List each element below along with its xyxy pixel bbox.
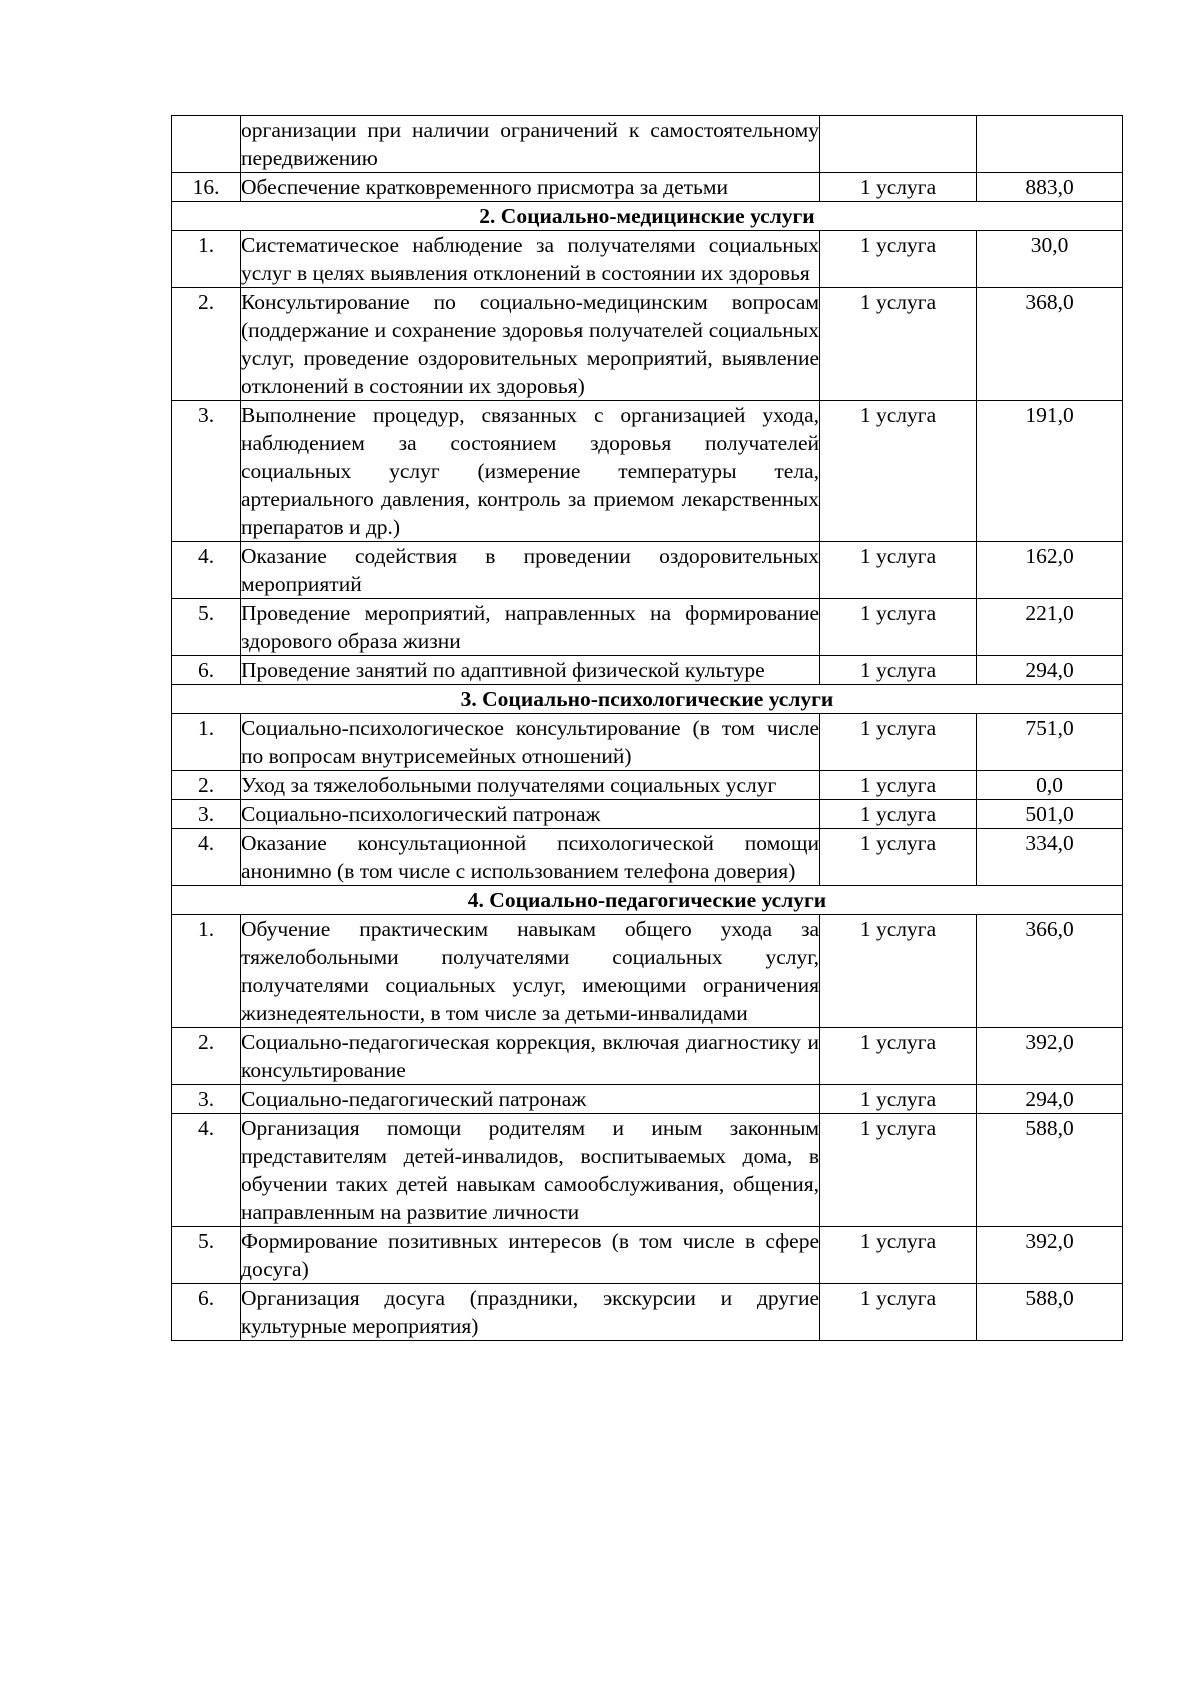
service-unit: 1 услуга <box>820 231 977 288</box>
service-price: 751,0 <box>977 714 1123 771</box>
service-description: Обеспечение кратковременного присмотра за детьми <box>241 173 820 202</box>
section-header-row <box>172 886 1123 915</box>
service-unit: 1 услуга <box>820 542 977 599</box>
table-row <box>172 173 1123 202</box>
row-number: 1. <box>172 231 241 288</box>
row-number: 4. <box>172 542 241 599</box>
service-unit: 1 услуга <box>820 714 977 771</box>
service-unit: 1 услуга <box>820 173 977 202</box>
service-price: 221,0 <box>977 599 1123 656</box>
service-price: 366,0 <box>977 915 1123 1028</box>
services-price-table <box>171 115 1123 1341</box>
service-unit: 1 услуга <box>820 401 977 542</box>
service-price: 392,0 <box>977 1227 1123 1284</box>
row-number: 3. <box>172 800 241 829</box>
service-price: 392,0 <box>977 1028 1123 1085</box>
service-price: 588,0 <box>977 1284 1123 1341</box>
table-row <box>172 116 1123 173</box>
row-number: 1. <box>172 915 241 1028</box>
row-number <box>172 116 241 173</box>
service-price: 368,0 <box>977 288 1123 401</box>
row-number: 3. <box>172 1085 241 1114</box>
section-header-row <box>172 685 1123 714</box>
service-price: 294,0 <box>977 1085 1123 1114</box>
service-description: организации при наличии ограничений к самостоятельному передвижению <box>241 116 820 173</box>
service-description: Обучение практическим навыкам общего ухода за тяжелобольными получателями социальных услуг, получателями социальных услуг, имеющими ограничения жизнедеятельности, в том числе за детьми-инвалидами <box>241 915 820 1028</box>
service-unit <box>820 116 977 173</box>
service-description: Уход за тяжелобольными получателями социальных услуг <box>241 771 820 800</box>
table-row <box>172 542 1123 599</box>
service-description: Организация досуга (праздники, экскурсии и другие культурные мероприятия) <box>241 1284 820 1341</box>
table-row <box>172 771 1123 800</box>
table-row <box>172 1114 1123 1227</box>
service-price: 883,0 <box>977 173 1123 202</box>
table-row <box>172 656 1123 685</box>
service-price: 30,0 <box>977 231 1123 288</box>
service-unit: 1 услуга <box>820 1227 977 1284</box>
service-price: 294,0 <box>977 656 1123 685</box>
service-unit: 1 услуга <box>820 1284 977 1341</box>
section-title: 4. Социально-педагогические услуги <box>172 886 1123 915</box>
service-description: Социально-психологическое консультирование (в том числе по вопросам внутрисемейных отношений) <box>241 714 820 771</box>
table-row <box>172 829 1123 886</box>
row-number: 4. <box>172 1114 241 1227</box>
table-row <box>172 288 1123 401</box>
service-price: 0,0 <box>977 771 1123 800</box>
table-row <box>172 1028 1123 1085</box>
row-number: 16. <box>172 173 241 202</box>
row-number: 2. <box>172 1028 241 1085</box>
service-description: Оказание консультационной психологической помощи анонимно (в том числе с использованием телефона доверия) <box>241 829 820 886</box>
service-description: Социально-педагогический патронаж <box>241 1085 820 1114</box>
service-unit: 1 услуга <box>820 800 977 829</box>
section-header-row <box>172 202 1123 231</box>
table-row <box>172 401 1123 542</box>
service-unit: 1 услуга <box>820 829 977 886</box>
table-row <box>172 714 1123 771</box>
service-description: Социально-педагогическая коррекция, включая диагностику и консультирование <box>241 1028 820 1085</box>
service-unit: 1 услуга <box>820 771 977 800</box>
service-price: 501,0 <box>977 800 1123 829</box>
service-description: Организация помощи родителям и иным законным представителям детей-инвалидов, воспитываемых дома, в обучении таких детей навыкам самообслуживания, общения, направленным на развитие личности <box>241 1114 820 1227</box>
service-price: 191,0 <box>977 401 1123 542</box>
row-number: 4. <box>172 829 241 886</box>
row-number: 6. <box>172 1284 241 1341</box>
service-unit: 1 услуга <box>820 1028 977 1085</box>
service-price: 162,0 <box>977 542 1123 599</box>
service-price: 334,0 <box>977 829 1123 886</box>
row-number: 5. <box>172 599 241 656</box>
service-price <box>977 116 1123 173</box>
row-number: 6. <box>172 656 241 685</box>
row-number: 1. <box>172 714 241 771</box>
service-unit: 1 услуга <box>820 288 977 401</box>
section-title: 2. Социально-медицинские услуги <box>172 202 1123 231</box>
table-row <box>172 599 1123 656</box>
service-description: Социально-психологический патронаж <box>241 800 820 829</box>
service-description: Оказание содействия в проведении оздоровительных мероприятий <box>241 542 820 599</box>
service-description: Проведение мероприятий, направленных на формирование здорового образа жизни <box>241 599 820 656</box>
row-number: 3. <box>172 401 241 542</box>
row-number: 2. <box>172 771 241 800</box>
service-unit: 1 услуга <box>820 599 977 656</box>
service-price: 588,0 <box>977 1114 1123 1227</box>
row-number: 5. <box>172 1227 241 1284</box>
table-row <box>172 1227 1123 1284</box>
service-unit: 1 услуга <box>820 656 977 685</box>
service-unit: 1 услуга <box>820 1114 977 1227</box>
service-description: Систематическое наблюдение за получателями социальных услуг в целях выявления отклонений в состоянии их здоровья <box>241 231 820 288</box>
table-row <box>172 915 1123 1028</box>
row-number: 2. <box>172 288 241 401</box>
table-row <box>172 1085 1123 1114</box>
section-title: 3. Социально-психологические услуги <box>172 685 1123 714</box>
service-description: Консультирование по социально-медицинским вопросам (поддержание и сохранение здоровья получателей социальных услуг, проведение оздоровительных мероприятий, выявление отклонений в состоянии их здоровья) <box>241 288 820 401</box>
service-description: Формирование позитивных интересов (в том числе в сфере досуга) <box>241 1227 820 1284</box>
table-body <box>172 116 1123 1341</box>
service-unit: 1 услуга <box>820 1085 977 1114</box>
service-description: Проведение занятий по адаптивной физической культуре <box>241 656 820 685</box>
table-row <box>172 231 1123 288</box>
table-row <box>172 1284 1123 1341</box>
service-unit: 1 услуга <box>820 915 977 1028</box>
service-description: Выполнение процедур, связанных с организацией ухода, наблюдением за состоянием здоровья получателей социальных услуг (измерение температуры тела, артериального давления, контроль за приемом лекарственных препаратов и др.) <box>241 401 820 542</box>
table-row <box>172 800 1123 829</box>
